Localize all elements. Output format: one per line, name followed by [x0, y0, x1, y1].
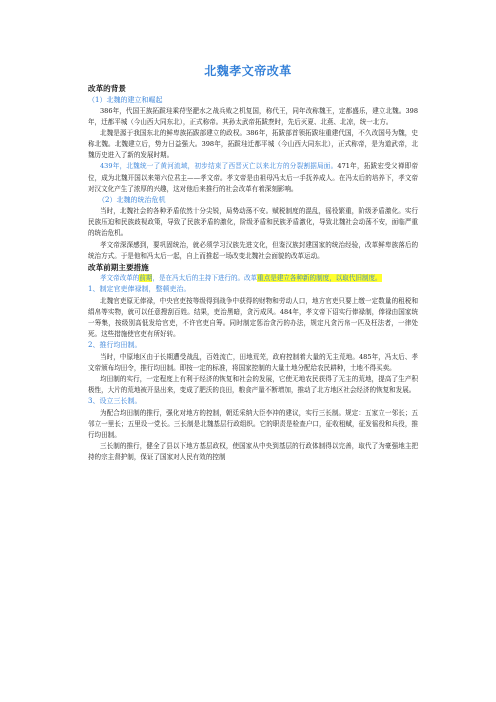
paragraph-10: 为配合均田制的推行，强化对地方的控制，朝廷采纳大臣李冲的建议，实行三长制。规定：五家立一邻长；五邻立一里长；五里设一党长。三长制是北魏基层行政组织。它的职责是检查户口，征收租赋，征发徭役和兵役，推行均田制。 — [88, 408, 418, 439]
paragraph-1: 386年，代国王族拓跋珪乘苻坚淝水之战兵败之机复国，称代王，同年改称魏王，定都盛乐，建立北魏。398年，迁都平城（今山西大同东北），正式称帝。其孙太武帝拓跋焘时，先后灭夏、北燕、北凉，统一北方。 — [88, 107, 418, 127]
paragraph-3-rest: 471年，拓跋宏受父禅即帝位，成为北魏开国以来第六位君主——孝文帝。孝文帝是由祖母冯太后一手抚养成人。在冯太后的培养下，孝文帝对汉文化产生了浓厚的兴趣，这对他后来推行的社会改革有着深刻影响。 — [88, 162, 418, 193]
paragraph-6-part-a: 孝文帝改革的 — [100, 274, 140, 283]
paragraph-6-part-c: ，是在冯太后的主持下进行的。改革 — [152, 274, 258, 283]
paragraph-6 — [88, 273, 418, 284]
paragraph-5: 孝文帝深深感到，要巩固统治，就必须学习汉族先进文化，但鉴汉族封建国家的统治经验，改革鲜卑族落后的统治方式。于是他和冯太后一起，自上而推起一场改变北魏社会面貌的改革运动。 — [88, 240, 418, 260]
paragraph-4: 当时，北魏社会的各种矛盾依然十分尖锐，局势动荡不安。赋税制度的混乱，徭役繁重，阶级矛盾激化。实行民族压迫和民族歧视政策，导致了民族矛盾的激化，阶级矛盾和民族矛盾激化，导致北魏社会动荡不安，面临严重的统治危机。 — [88, 207, 418, 238]
rise-subheading: （1）北魏的建立和崛起 — [88, 95, 163, 104]
document-body — [88, 83, 418, 463]
paragraph-6-highlight-early: 前期 — [139, 274, 153, 283]
measure-1-heading: 1、制定官吏俸禄制，整顿吏治。 — [88, 285, 191, 294]
paragraph-8: 当时，中原地区由于长期遭受战乱，百姓流亡，田地荒芜，政府控制着大量的无主荒地。485年，冯太后、孝文帝颁布均田令，推行均田制。即按一定的标准，将国家控制的大量土地分配给农民耕种，土地不得买卖。 — [88, 352, 418, 372]
paragraph-7: 北魏官吏原无俸禄，中央官吏按等级得到战争中获得的财物和劳动人口，地方官吏只要上缴一定数量的租税和绢帛等实物，就可以任意搜刮百姓。结果，吏治黑暗，贪污成风。484年，孝文帝下诏实行俸禄制，俸禄由国家统一筹集，按级别高低发给官吏，不许官吏自筹。同时制定惩治贪污的办法，规定凡贪污帛一匹及枉法者，一律处死。这些措施使官吏有所好转。 — [88, 296, 418, 339]
crisis-subheading: （2）北魏的统治危机 — [98, 195, 166, 204]
paragraph-11: 三长制的推行，健全了县以下地方基层政权，使国家从中央到基层的行政体制得以完善，取代了为豪强地主把持的宗主督护制，保证了国家对人民有效的控制 — [88, 441, 418, 461]
paragraph-3-highlight: 439年，北魏统一了黄河流域，初步结束了西晋灭亡以来北方的分裂割据局面。 — [100, 162, 338, 171]
background-heading: 改革的背景 — [88, 84, 126, 93]
paragraph-2: 北魏是源于我国东北的鲜卑族拓跋部建立的政权。386年，拓跋部首领拓跋珪重建代国，不久改国号为魏，史称北魏。北魏建立后，势力日益强大。398年，拓跋珪迁都平城（今山西大同东北），正式称帝，是为道武帝，北魏历史进入了新的发展时期。 — [88, 129, 418, 160]
paragraph-3 — [88, 161, 418, 194]
paragraph-9: 均田制的实行，一定程度上有利于经济的恢复和社会的发展，它使无地农民获得了无主的荒地，提高了生产积极性，大片的荒地被开垦出来，变成了肥沃的良田，粮食产量不断增加，推动了北方地区社会经济的恢复和发展。 — [88, 374, 418, 394]
measure-3-heading: 3、设立三长制。 — [88, 397, 142, 406]
pre-reform-heading: 改革前期主要措施 — [88, 262, 149, 272]
measure-2-heading: 2、推行均田制。 — [88, 341, 142, 350]
paragraph-6-highlight-focus: 重点是建立各种新的制度，以取代旧制度。 — [257, 274, 382, 283]
page-title: 北魏孝文帝改革 — [204, 64, 292, 78]
